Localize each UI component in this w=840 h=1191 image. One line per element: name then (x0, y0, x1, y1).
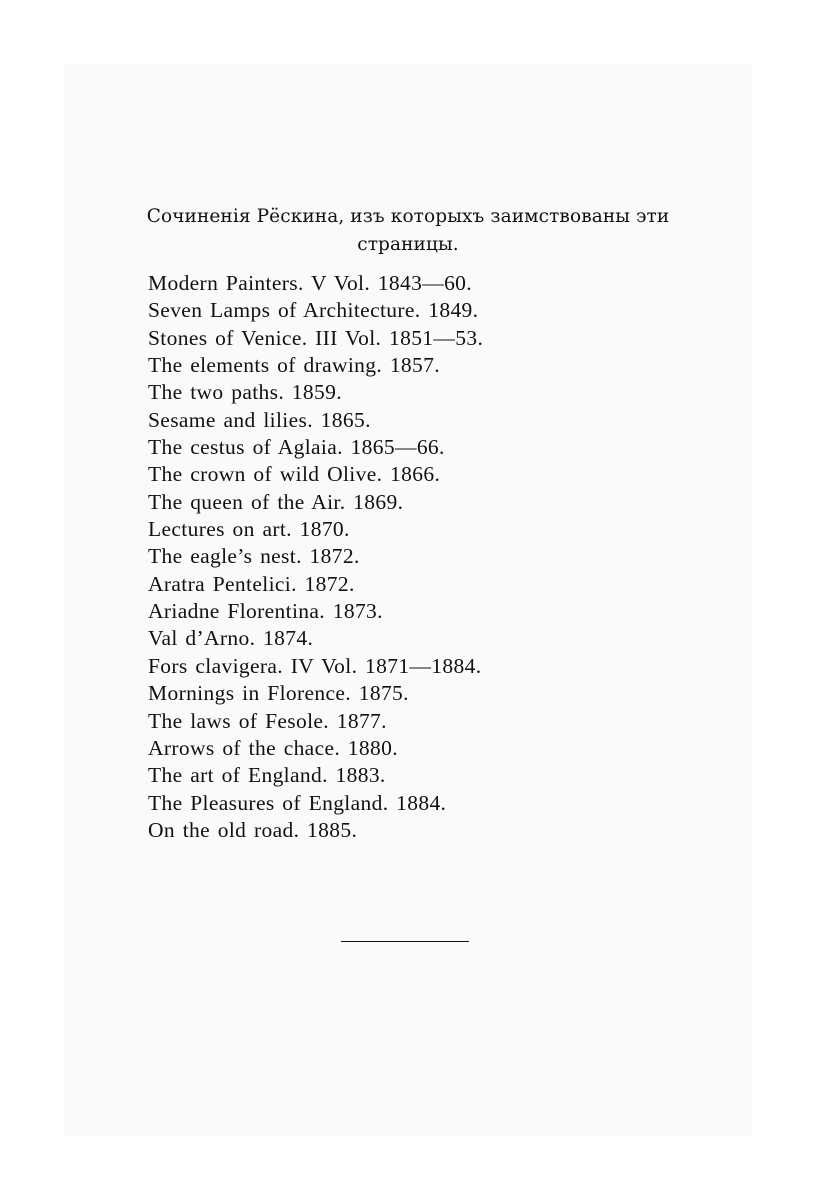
list-item: Mornings in Florence. 1875. (148, 681, 409, 706)
list-item: Seven Lamps of Architecture. 1849. (148, 298, 479, 323)
heading-line-1: Сочиненія Рёскина, изъ которыхъ заимствованы эти (146, 206, 670, 227)
list-item: The Pleasures of England. 1884. (148, 790, 447, 815)
list-item: Arrows of the chace. 1880. (148, 735, 398, 760)
list-item: The crown of wild Olive. 1866. (148, 462, 441, 487)
page-heading (140, 203, 676, 259)
list-item: On the old road. 1885. (148, 817, 358, 842)
list-item: Modern Painters. V Vol. 1843—60. (148, 271, 472, 295)
list-item: Stones of Venice. III Vol. 1851—53. (148, 325, 484, 350)
list-item: The cestus of Aglaia. 1865—66. (148, 435, 445, 460)
list-item: Ariadne Florentina. 1873. (148, 599, 383, 624)
heading-line-2: страницы. (357, 234, 459, 255)
list-item: Sesame and lilies. 1865. (148, 407, 371, 432)
list-item: The laws of Fesole. 1877. (148, 708, 387, 733)
list-item: Aratra Pentelici. 1872. (148, 571, 355, 596)
list-item: Lectures on art. 1870. (148, 517, 350, 542)
list-item: Val d’Arno. 1874. (148, 626, 314, 651)
list-item: The elements of drawing. 1857. (148, 353, 440, 378)
list-item: The art of England. 1883. (148, 763, 386, 788)
list-item: The eagle’s nest. 1872. (148, 544, 360, 569)
list-item: Fors clavigera. IV Vol. 1871—1884. (148, 653, 482, 678)
closing-divider (341, 941, 469, 942)
list-item: The two paths. 1859. (148, 380, 342, 405)
works-list (148, 270, 483, 844)
list-item: The queen of the Air. 1869. (148, 489, 404, 514)
